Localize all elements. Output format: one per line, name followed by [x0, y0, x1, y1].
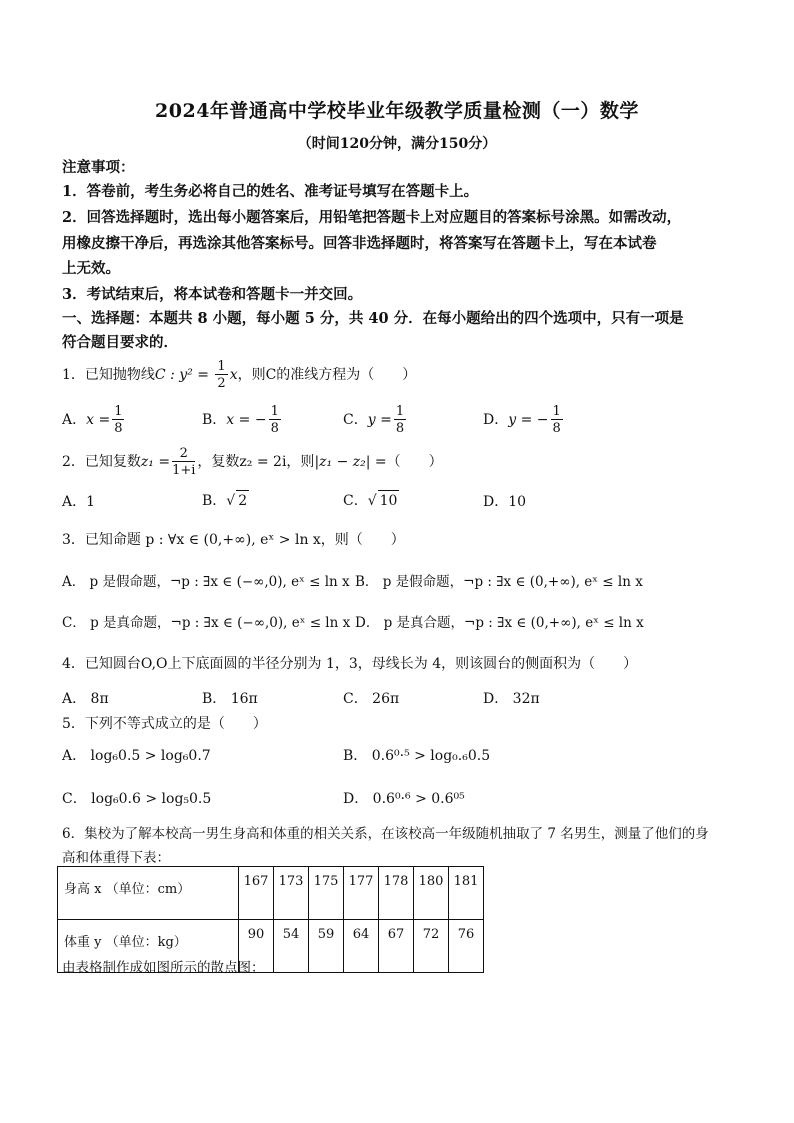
row-header-height: 身高 x （单位：cm） — [58, 867, 239, 920]
q4-option-a: A． 8π — [62, 691, 109, 707]
q1-a-den: 8 — [114, 421, 123, 436]
section-1-heading: 一、选择题：本题共 8 小题，每小题 5 分，共 40 分．在每小题给出的四个选项中，只有一项是 — [62, 310, 684, 327]
weight-cell: 76 — [449, 920, 484, 973]
q2-frac-den: 1+i — [172, 463, 196, 478]
q5-option-a: A． log₆0.5 > log₆0.7 — [62, 748, 211, 764]
q3-option-b: B． p 是假命题，¬p : ∃x ∈ (0,+∞), eˣ ≤ ln x — [355, 574, 643, 590]
q1-d-lhs: y = − — [508, 412, 549, 428]
q2-c-label: C． — [343, 493, 368, 509]
q2-suffix: （ ） — [386, 454, 443, 470]
q1-d-label: D． — [483, 412, 509, 428]
q1-after-frac: x — [229, 367, 238, 383]
q2-fraction — [172, 447, 195, 477]
q1-option-c — [343, 405, 408, 435]
q1-frac-den: 2 — [217, 376, 226, 391]
q2-abs: |z₁ − z₂| = — [314, 454, 387, 470]
q1-b-lhs: x = − — [226, 412, 267, 428]
q1-a-frac — [112, 405, 124, 435]
q1-c-label: C． — [343, 412, 368, 428]
height-cell: 175 — [309, 867, 344, 920]
q2-prefix: 2．已知复数 — [62, 454, 141, 470]
q3-option-a: A． p 是假命题，¬p : ∃x ∈ (−∞,0), eˣ ≤ ln x — [62, 574, 350, 590]
q1-b-num: 1 — [270, 404, 279, 419]
q4-option-c: C． 26π — [343, 691, 400, 707]
question-5-stem: 5．下列不等式成立的是（ ） — [62, 716, 267, 732]
q1-b-frac — [269, 405, 281, 435]
q5-option-d: D． 0.6⁰·⁶ > 0.6⁰⁵ — [343, 791, 465, 807]
q1-d-den: 8 — [552, 421, 561, 436]
q2-option-b: B．√ 2 — [202, 490, 249, 511]
weight-cell: 90 — [239, 920, 274, 973]
weight-cell: 72 — [414, 920, 449, 973]
q1-c-den: 8 — [395, 421, 405, 436]
q1-formula: C : y² = — [154, 367, 214, 383]
weight-cell: 54 — [274, 920, 309, 973]
q1-a-label: A． — [62, 412, 87, 428]
q1-suffix: ，则C的准线方程为（ ） — [237, 367, 417, 383]
q4-option-b: B． 16π — [202, 691, 258, 707]
weight-cell: 64 — [344, 920, 379, 973]
question-3-stem: 3．已知命题 p : ∀x ∈ (0,+∞), eˣ > ln x，则（ ） — [62, 532, 405, 548]
note-item-2-line-1: 2．回答选择题时，选出每小题答案后，用铅笔把答题卡上对应题目的答案标号涂黑。如需改动， — [62, 209, 682, 226]
height-weight-table — [57, 866, 484, 973]
question-1-stem — [62, 360, 416, 390]
weight-cell: 59 — [309, 920, 344, 973]
height-cell: 173 — [274, 867, 309, 920]
question-4-stem: 4．已知圆台O,O上下底面圆的半径分别为 1，3，母线长为 4，则该圆台的侧面积为（ ） — [62, 656, 638, 672]
q1-c-frac — [394, 405, 406, 435]
q2-option-a: A．1 — [62, 494, 96, 510]
q1-fraction — [215, 360, 227, 390]
q5-option-c: C． log₆0.6 > log₅0.5 — [62, 791, 212, 807]
q1-b-den: 8 — [270, 421, 279, 436]
page-subtitle: （时间120分钟，满分150分） — [297, 136, 497, 152]
q1-option-d — [483, 405, 565, 435]
question-6-stem-line-2: 高和体重得下表： — [62, 850, 170, 866]
q2-b-val: 2 — [236, 490, 249, 511]
height-cell: 181 — [449, 867, 484, 920]
q1-b-label: B． — [202, 412, 227, 428]
page-title: 2024年普通高中学校毕业年级教学质量检测（一）数学 — [155, 100, 639, 122]
q5-option-b: B． 0.6⁰·⁵ > log₀.₆0.5 — [343, 748, 491, 764]
q1-d-frac — [551, 405, 563, 435]
q2-mid: ，复数z₂ = 2i，则 — [197, 454, 315, 470]
q3-option-d: D． p 是真合题，¬p : ∃x ∈ (0,+∞), eˣ ≤ ln x — [355, 615, 644, 631]
q1-c-num: 1 — [395, 404, 405, 419]
height-cell: 167 — [239, 867, 274, 920]
q2-c-val: 10 — [378, 490, 400, 511]
note-item-3: 3．考试结束后，将本试卷和答题卡一并交回。 — [62, 286, 363, 303]
q2-z1: z₁ = — [140, 454, 171, 470]
note-item-2-line-2: 用橡皮擦干净后，再选涂其他答案标号。回答非选择题时，将答案写在答题卡上，写在本试卷 — [62, 235, 657, 252]
section-1-heading-cont: 符合题目要求的． — [62, 334, 178, 351]
note-item-1: 1．答卷前，考生务必将自己的姓名、准考证号填写在答题卡上。 — [62, 183, 479, 200]
q4-option-d: D． 32π — [483, 691, 540, 707]
q1-option-b — [202, 405, 283, 435]
question-6-after-table: 由表格制作成如图所示的散点图： — [62, 960, 265, 976]
q1-c-lhs: y = — [367, 412, 392, 428]
q2-frac-num: 2 — [172, 447, 195, 462]
q2-option-c: C．√ 10 — [343, 490, 399, 511]
height-cell: 180 — [414, 867, 449, 920]
q1-frac-num: 1 — [217, 359, 226, 374]
q2-option-d: D．10 — [483, 494, 527, 510]
note-item-2-line-3: 上无效。 — [62, 260, 120, 277]
q1-a-num: 1 — [114, 404, 123, 419]
q2-b-label: B． — [202, 493, 227, 509]
table-row-height — [58, 867, 484, 920]
q1-option-a — [62, 405, 126, 435]
weight-cell: 67 — [379, 920, 414, 973]
q1-prefix: 1．已知抛物线 — [62, 367, 155, 383]
q1-a-lhs: x = — [86, 412, 111, 428]
row-header-weight: 体重 y （单位：kg） — [58, 920, 239, 973]
height-cell: 177 — [344, 867, 379, 920]
notes-heading: 注意事项： — [62, 159, 135, 176]
q1-d-num: 1 — [552, 404, 561, 419]
q3-option-c: C． p 是真命题，¬p : ∃x ∈ (−∞,0), eˣ ≤ ln x — [62, 615, 351, 631]
height-cell: 178 — [379, 867, 414, 920]
question-2-stem — [62, 447, 443, 477]
question-6-stem-line-1: 6．集校为了解本校高一男生身高和体重的相关关系，在该校高一年级随机抽取了 7 名男生，测量了他们的身 — [62, 826, 709, 842]
